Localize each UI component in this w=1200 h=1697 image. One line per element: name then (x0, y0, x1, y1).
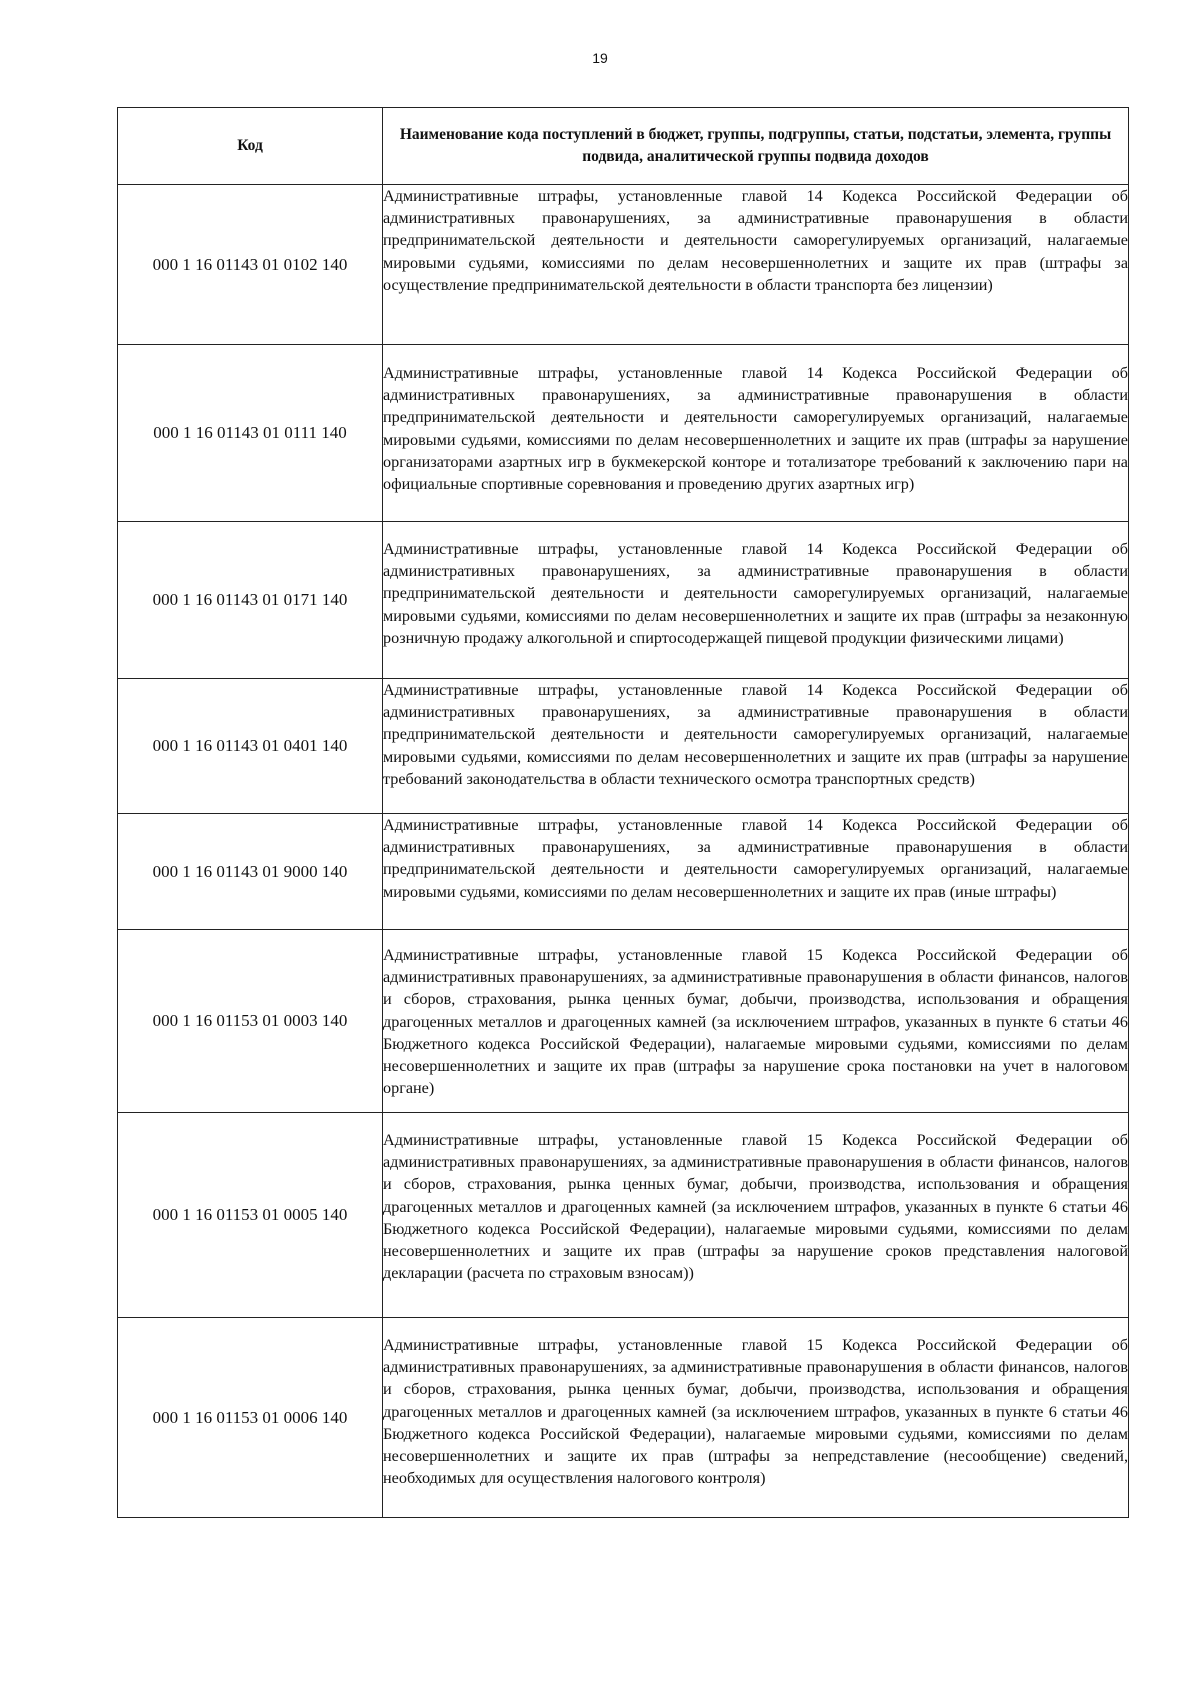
description-cell: Административные штрафы, установленные главой 15 Кодекса Российской Федерации об административных правонарушениях, за административные правонарушения в области финансов, налогов и сборов, страхования, рынка ценных бумаг, добычи, производства, использования и обращения драгоценных металлов и драгоценных камней (за исключением штрафов, указанных в пункте 6 статьи 46 Бюджетного кодекса Российской Федерации), налагаемые мировыми судьями, комиссиями по делам несовершеннолетних и защите их прав (штрафы за нарушение срока постановки на учет в налоговом органе) (383, 930, 1129, 1113)
code-cell: 000 1 16 01143 01 0111 140 (118, 345, 383, 522)
name-column-header: Наименование кода поступлений в бюджет, группы, подгруппы, статьи, подстатьи, элемента, группы подвида, аналитической группы подвида доходов (383, 108, 1129, 185)
code-cell: 000 1 16 01153 01 0006 140 (118, 1318, 383, 1518)
table-row (118, 1113, 1129, 1318)
description-cell: Административные штрафы, установленные главой 15 Кодекса Российской Федерации об административных правонарушениях, за административные правонарушения в области финансов, налогов и сборов, страхования, рынка ценных бумаг, добычи, производства, использования и обращения драгоценных металлов и драгоценных камней (за исключением штрафов, указанных в пункте 6 статьи 46 Бюджетного кодекса Российской Федерации), налагаемые мировыми судьями, комиссиями по делам несовершеннолетних и защите их прав (штрафы за нарушение сроков представления налоговой декларации (расчета по страховым взносам)) (383, 1113, 1129, 1318)
description-cell: Административные штрафы, установленные главой 14 Кодекса Российской Федерации об административных правонарушениях, за административные правонарушения в области предпринимательской деятельности и деятельности саморегулируемых организаций, налагаемые мировыми судьями, комиссиями по делам несовершеннолетних и защите их прав (штрафы за нарушение организаторами азартных игр в букмекерской конторе и тотализаторе требований к заключению пари на официальные спортивные соревнования и проведению других азартных игр) (383, 345, 1129, 522)
table-header-row (118, 108, 1129, 185)
description-cell: Административные штрафы, установленные главой 14 Кодекса Российской Федерации об административных правонарушениях, за административные правонарушения в области предпринимательской деятельности и деятельности саморегулируемых организаций, налагаемые мировыми судьями, комиссиями по делам несовершеннолетних и защите их прав (штрафы за нарушение требований законодательства в области технического осмотра транспортных средств) (383, 679, 1129, 814)
table-row (118, 814, 1129, 930)
code-column-header: Код (118, 108, 383, 185)
table-row (118, 679, 1129, 814)
table-row (118, 522, 1129, 679)
code-cell: 000 1 16 01143 01 0102 140 (118, 185, 383, 345)
code-cell: 000 1 16 01143 01 0401 140 (118, 679, 383, 814)
code-cell: 000 1 16 01143 01 9000 140 (118, 814, 383, 930)
description-cell: Административные штрафы, установленные главой 14 Кодекса Российской Федерации об административных правонарушениях, за административные правонарушения в области предпринимательской деятельности и деятельности саморегулируемых организаций, налагаемые мировыми судьями, комиссиями по делам несовершеннолетних и защите их прав (штрафы за незаконную розничную продажу алкогольной и спиртосодержащей пищевой продукции физическими лицами) (383, 522, 1129, 679)
description-cell: Административные штрафы, установленные главой 15 Кодекса Российской Федерации об административных правонарушениях, за административные правонарушения в области финансов, налогов и сборов, страхования, рынка ценных бумаг, добычи, производства, использования и обращения драгоценных металлов и драгоценных камней (за исключением штрафов, указанных в пункте 6 статьи 46 Бюджетного кодекса Российской Федерации), налагаемые мировыми судьями, комиссиями по делам несовершеннолетних и защите их прав (штрафы за непредставление (несообщение) сведений, необходимых для осуществления налогового контроля) (383, 1318, 1129, 1518)
table-row (118, 930, 1129, 1113)
description-cell: Административные штрафы, установленные главой 14 Кодекса Российской Федерации об административных правонарушениях, за административные правонарушения в области предпринимательской деятельности и деятельности саморегулируемых организаций, налагаемые мировыми судьями, комиссиями по делам несовершеннолетних и защите их прав (иные штрафы) (383, 814, 1129, 930)
table-row (118, 185, 1129, 345)
code-cell: 000 1 16 01153 01 0003 140 (118, 930, 383, 1113)
table-row (118, 1318, 1129, 1518)
code-cell: 000 1 16 01143 01 0171 140 (118, 522, 383, 679)
page-number: 19 (592, 50, 608, 66)
code-cell: 000 1 16 01153 01 0005 140 (118, 1113, 383, 1318)
table-row (118, 345, 1129, 522)
description-cell: Административные штрафы, установленные главой 14 Кодекса Российской Федерации об административных правонарушениях, за административные правонарушения в области предпринимательской деятельности и деятельности саморегулируемых организаций, налагаемые мировыми судьями, комиссиями по делам несовершеннолетних и защите их прав (штрафы за осуществление предпринимательской деятельности в области транспорта без лицензии) (383, 185, 1129, 345)
revenue-codes-table (117, 107, 1129, 1518)
